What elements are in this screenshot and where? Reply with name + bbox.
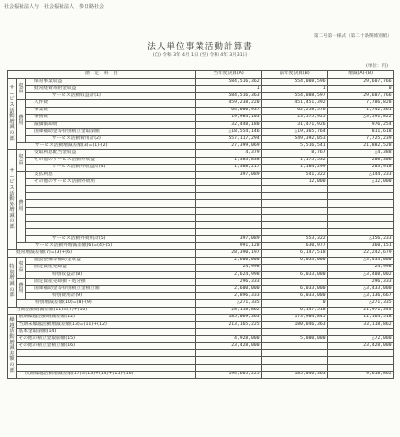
table-row: その他のサービス活動外費用 12,000 △12,000 [8, 178, 394, 185]
table-row: 経常増減差額(7)=(3)+(6) 28,390,197 6,147,518 22,242,679 [8, 250, 394, 257]
table-row: 経常経費寄附金収益 1 1 0 [8, 86, 394, 93]
table-row: 特別収益計(8) 2,624,998 6,033,000 △3,408,002 [8, 271, 394, 278]
header-previous: 前年度決算(B) [262, 71, 328, 79]
table-row: 特別費用計(9) 2,896,333 6,033,000 △3,136,667 [8, 293, 394, 300]
table-row: その他の積立金取崩額(15) 4,928,000 5,000,000 △72,000 [18, 335, 392, 341]
table-row: サービス活動増減の部 収益 保育事業収益 584,516,362 554,008,596 29,607,766 [8, 79, 394, 86]
section-service: サービス活動増減の部 [8, 79, 17, 150]
table-row: サービス活動増減差額(3)=(1)-(2) 27,399,069 5,516,541 21,882,528 [8, 143, 394, 150]
table-row: サービス活動費用計(2) 557,117,294 549,392,053 7,725,239 [8, 136, 394, 143]
table-row: 事務費 19,984,103 23,575,925 △3,591,822 [8, 114, 394, 121]
income-label: 収益 [17, 79, 26, 100]
document-title: 法人単位事業活動計算書 [147, 42, 253, 52]
section-carry: 繰越活動増減差額の部 [8, 314, 17, 378]
organization-name: 社会福祉法人与 社会福祉法人 参日路社会 [4, 4, 105, 10]
table-row: その他のサービス活動外収益 1,383,838 1,175,532 208,306 [8, 157, 394, 164]
form-label: 第二号第一様式（第二十条関係別紙） [313, 34, 392, 39]
fiscal-period: (自) 令和 3年 4月 1日 (至) 令和 4年 3月31日 [152, 53, 248, 58]
income-label: 収益 [17, 150, 26, 171]
table-row: 減価償却費 32,448,180 31,471,926 976,254 [8, 121, 394, 128]
section-nonservice: サービス活動外増減の部 [8, 150, 17, 250]
table-row: 当期末繰越活動増減差額(13)=(11)+(12) 213,165,225 180,046,363 33,118,862 [18, 321, 392, 327]
expense-label: 費用 [17, 171, 26, 242]
table-row: サービス活動収益計(1) 584,516,363 554,008,597 29,607,766 [8, 93, 394, 100]
table-row: 国庫補助金等特別積立金取崩額 △18,554,146 △19,365,764 811,618 [8, 128, 394, 135]
blank-row [8, 186, 394, 193]
table-header [8, 71, 394, 79]
blank-row [8, 200, 394, 207]
expense-label: 費用 [17, 100, 26, 143]
blank-row [8, 357, 394, 364]
table-row: 特別増減差額(10)=(8)-(9) △271,335 0 △271,335 [8, 300, 394, 307]
table-row: 事業費 64,000,937 62,258,576 1,742,361 [8, 107, 394, 114]
table-row: サービス活動外増減の部 収益 受取利息配当金収益 4,379 8,767 △4,388 [8, 150, 394, 157]
income-label: 収益 [17, 257, 26, 278]
table-row: 特別増減の部 収益 施設整備等補助金収益 2,600,000 6,033,000 △3,433,000 [8, 257, 394, 264]
blank-row [8, 221, 394, 228]
table-row: 国庫補助金等特別積立金積立額 2,600,000 6,033,000 △3,433,000 [8, 286, 394, 293]
header-current: 当年度決算(A) [196, 71, 262, 79]
header-diff: 増減(A)-(B) [328, 71, 394, 79]
blank-row [8, 350, 394, 357]
blank-row [8, 228, 394, 235]
table-row: 次期繰越活動増減差額(17)=(13)+(14)+(15)-(16) 194,665,225 185,046,363 9,618,862 [8, 371, 394, 378]
table-row: 費用 支払利息 397,089 541,322 △144,233 [8, 171, 394, 178]
statement-sheet [4, 3, 396, 431]
table-row: 基本金取崩額(14) [8, 328, 394, 335]
table-row: サービス活動外収益計(4) 1,388,217 1,184,299 203,918 [8, 164, 394, 171]
table-row: サービス活動外費用計(5) 397,089 553,322 △156,233 [8, 236, 394, 243]
blank-row [8, 364, 394, 371]
blank-row [8, 193, 394, 200]
header-account: 勘 定 科 目 [8, 71, 196, 79]
table-row: 費用 固定資産売却損・処分損 296,333 296,333 [8, 278, 394, 285]
table-row: 固定資産売却益 24,998 24,998 [8, 264, 394, 271]
section-special: 特別増減の部 [8, 257, 17, 307]
unit-label: (単位：円) [366, 64, 388, 69]
table-row: 費用 人件費 459,238,220 451,451,392 7,786,828 [8, 100, 394, 107]
table-row: 当期活動増減差額(11)=(7)+(10) 28,118,862 6,147,518 21,971,344 [8, 307, 394, 314]
table-row: 繰越活動増減差額の部 前期繰越活動増減差額(12) 185,069,363 173,904,845 11,164,518 [8, 314, 394, 321]
activity-statement-table [7, 70, 394, 379]
blank-row [8, 207, 394, 214]
table-row: その他の積立金積立額(16) 23,428,000 23,428,000 [18, 342, 392, 348]
expense-label: 費用 [17, 278, 26, 299]
blank-row [8, 214, 394, 221]
table-row: サービス活動外増減差額(6)=(4)-(5) 991,128 630,977 360,151 [8, 243, 394, 250]
